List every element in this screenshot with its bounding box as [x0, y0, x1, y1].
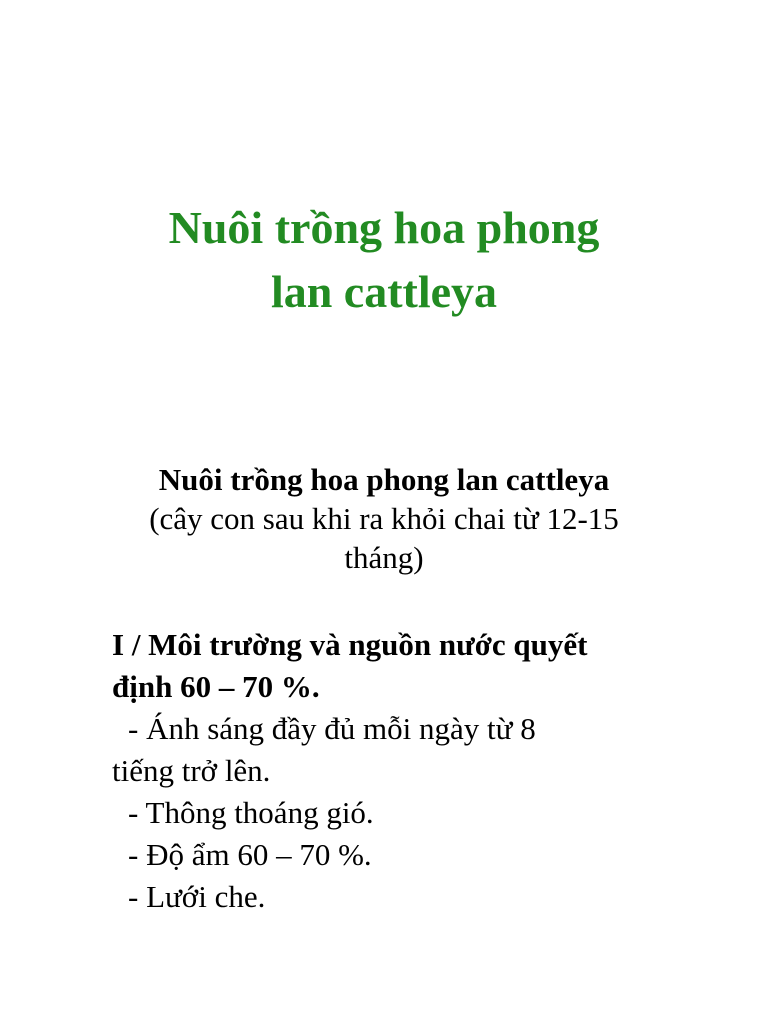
list-item-humidity: - Độ ẩm 60 – 70 %. [128, 837, 372, 872]
list-item-light: - Ánh sáng đầy đủ mỗi ngày từ 8 [128, 711, 536, 746]
subheading-title: Nuôi trồng hoa phong lan cattleya [158, 462, 610, 497]
list-item-ventilation: - Thông thoáng gió. [128, 795, 374, 830]
list-item-light-continued: tiếng trở lên. [112, 753, 271, 788]
subheading-line-3: tháng) [344, 540, 424, 575]
subheading-block [60, 460, 708, 577]
page-title [0, 196, 768, 324]
list-item-shade-net: - Lưới che. [128, 879, 266, 914]
section-environment [112, 624, 672, 918]
title-line-1: Nuôi trồng hoa phong [168, 202, 600, 253]
subheading-line-2: (cây con sau khi ra khỏi chai từ 12-15 [149, 501, 619, 536]
title-line-2: lan cattleya [270, 266, 498, 317]
section-heading-line-2: định 60 – 70 %. [112, 669, 320, 704]
section-heading-line-1: I / Môi trường và nguồn nước quyết [112, 627, 588, 662]
